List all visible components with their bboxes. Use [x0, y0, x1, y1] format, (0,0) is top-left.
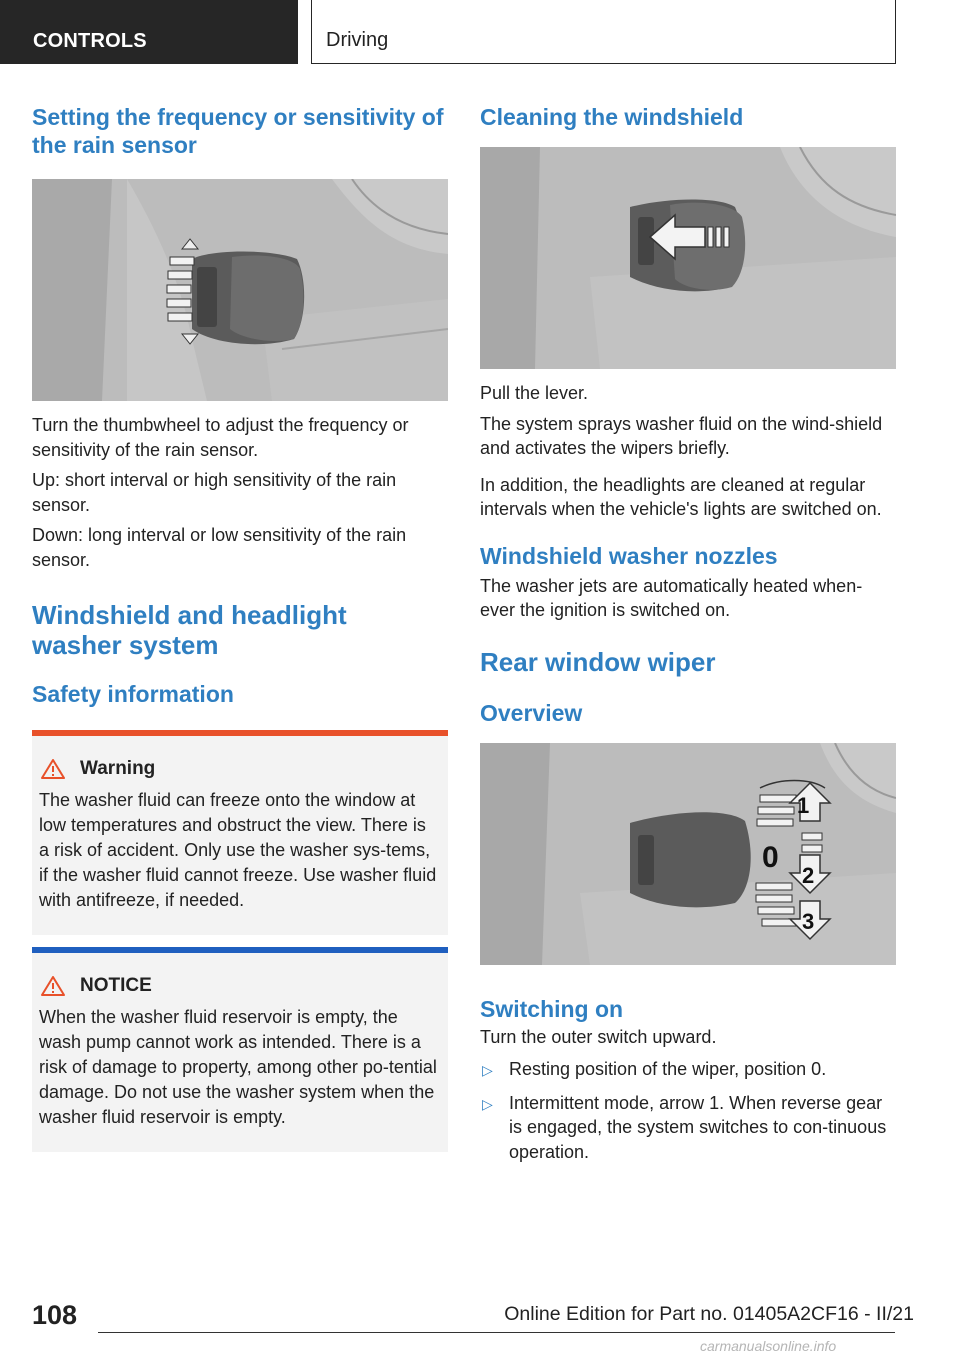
thumbwheel-photo: [32, 179, 448, 401]
switching-list: [480, 1057, 896, 1164]
triangle-bullet-icon: ▷: [482, 1062, 493, 1078]
nozzles-para: The washer jets are automatically heated when‐ever the ignition is switched on.: [480, 575, 863, 620]
notice-box: [32, 947, 448, 1152]
left-column: [32, 100, 448, 1152]
overview-heading: Overview: [480, 699, 583, 726]
footer-divider: [98, 1332, 895, 1333]
warning-triangle-icon: [40, 758, 66, 780]
rear-wiper-heading: Rear window wiper: [480, 646, 716, 677]
clean-para-2: The system sprays washer fluid on the wind‐shield and activates the wipers briefly.: [480, 413, 883, 458]
safety-info-heading: Safety information: [32, 681, 234, 707]
page-number: 108: [32, 1300, 78, 1330]
notice-title: NOTICE: [80, 975, 152, 996]
cleaning-heading: Cleaning the windshield: [480, 104, 744, 130]
rain-para-2: Up: short interval or high sensitivity of the rain sensor.: [32, 470, 397, 515]
figure-label-0: 0: [762, 840, 779, 874]
warning-box: [32, 730, 448, 935]
section-tab: CONTROLS: [0, 0, 298, 64]
notice-triangle-icon: [40, 975, 66, 997]
watermark: carmanualsonline.info: [700, 1338, 837, 1354]
list-item: [480, 1057, 896, 1082]
list-item: [480, 1091, 896, 1165]
figure-label-1: 1: [797, 792, 810, 818]
chapter-title: Driving: [311, 0, 896, 64]
edition-text: Online Edition for Part no. 01405A2CF16 - II/21: [504, 1303, 914, 1325]
nozzles-heading: Windshield washer nozzles: [480, 542, 778, 569]
rain-para-3: Down: long interval or low sensitivity of the rain sensor.: [32, 525, 407, 570]
warning-title: Warning: [80, 758, 156, 779]
triangle-bullet-icon: ▷: [482, 1095, 493, 1112]
rain-para-1: Turn the thumbwheel to adjust the frequency or sensitivity of the rain sensor.: [32, 415, 409, 460]
notice-title-row: [39, 975, 440, 997]
figure-label-3: 3: [802, 908, 815, 934]
switching-on-para: Turn the outer switch upward.: [480, 1026, 717, 1047]
list-item-text: Resting position of the wiper, position 0.: [509, 1059, 827, 1079]
warning-text: The washer fluid can freeze onto the window at low temperatures and obstruct the view. There is a risk of accident. Only use the washer sys‐tems, if the washer fluid cannot freeze. Use washer fluid with antifreeze, if needed.: [39, 790, 437, 910]
rain-sensor-heading: Setting the frequency or sensitivity of the rain sensor: [32, 104, 444, 158]
notice-text: When the washer fluid reservoir is empty, the wash pump cannot work as intended. There is a risk of damage to property, among other po‐tential damage. Do not use the washer system when the washer fluid reservoir is empty.: [39, 1007, 437, 1127]
right-column: [480, 100, 896, 1173]
list-item-text: Intermittent mode, arrow 1. When reverse gear is engaged, the system switches to con‐tinuous operation.: [509, 1092, 887, 1162]
lever-pull-photo: [480, 147, 896, 369]
clean-para-3: In addition, the headlights are cleaned at regular intervals when the vehicle's lights are switched on.: [480, 474, 882, 519]
switching-on-heading: Switching on: [480, 995, 624, 1022]
figure-label-2: 2: [802, 862, 815, 888]
clean-para-1: Pull the lever.: [480, 383, 589, 403]
washer-system-heading: Windshield and headlight washer system: [32, 600, 347, 660]
warning-title-row: [39, 758, 440, 780]
rear-wiper-photo: [480, 743, 896, 965]
